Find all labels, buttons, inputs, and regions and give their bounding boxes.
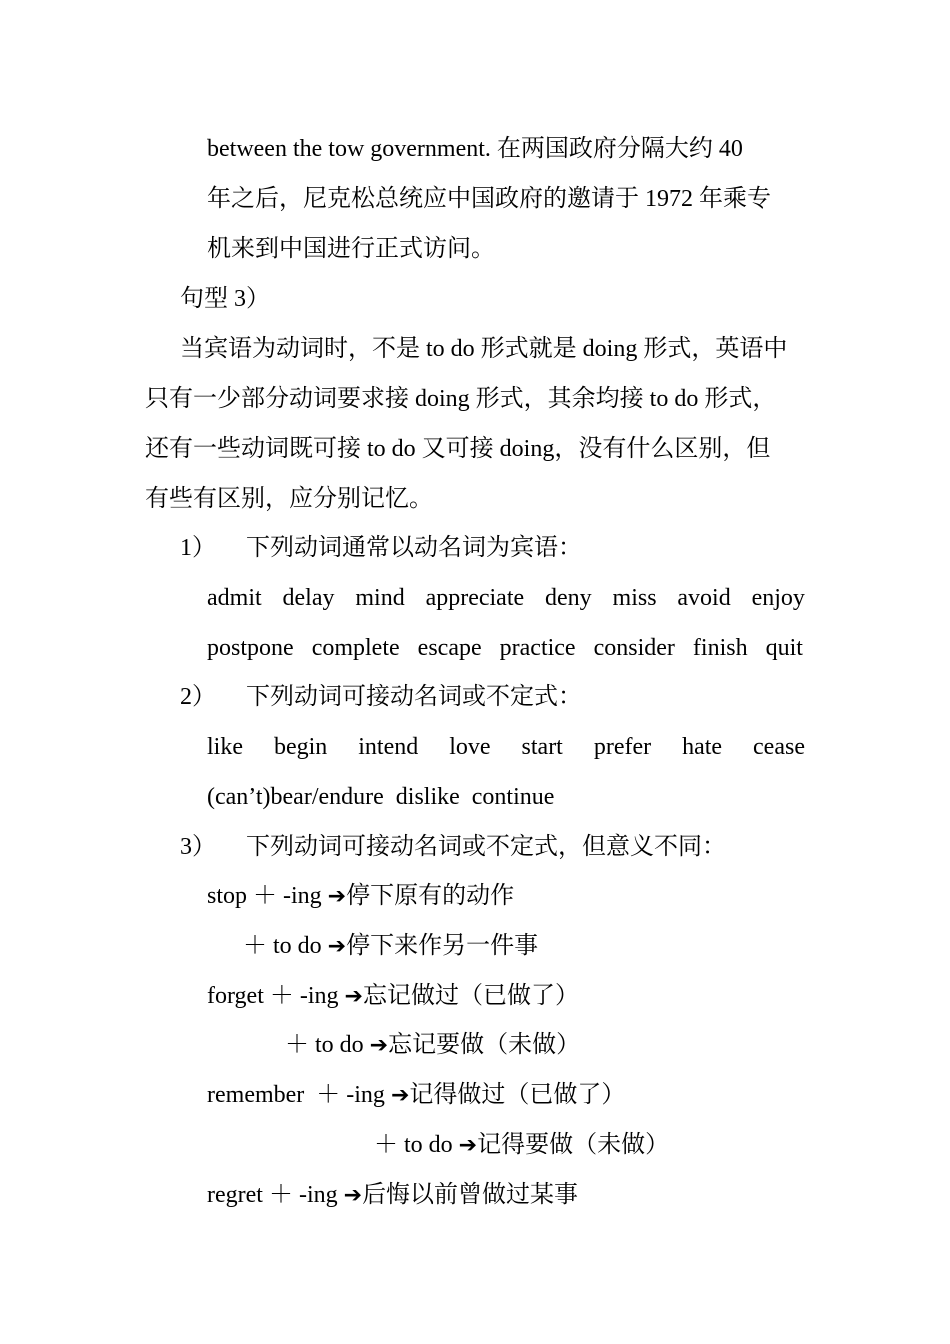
usage-meaning: 停下来作另一件事	[346, 933, 539, 959]
usage-regret-ing	[207, 1180, 578, 1211]
usage-prefix: ＋ to do	[243, 933, 328, 959]
verb-word: postpone	[207, 635, 294, 661]
paragraph2-line4: 有些有区别，应分别记忆。	[145, 486, 433, 512]
arrow-right-icon: ➔	[343, 1183, 363, 1208]
verb-word: consider	[593, 635, 675, 661]
verb-word: escape	[417, 635, 482, 661]
paragraph1-line2: 年之后，尼克松总统应中国政府的邀请于 1972 年乘专	[207, 186, 771, 212]
usage-meaning: 记得做过（已做了）	[409, 1082, 626, 1108]
verb-word: hate	[682, 734, 723, 760]
verb-word: avoid	[677, 585, 731, 611]
verb-list-gerund-line2	[207, 633, 803, 663]
paragraph2-line1: 当宾语为动词时，不是 to do 形式就是 doing 形式，英语中	[180, 336, 788, 362]
verb-word: intend	[358, 734, 419, 760]
verb-word: deny	[545, 585, 592, 611]
verb-word: prefer	[593, 734, 652, 760]
list-item-1-heading: 下列动词通常以动名词为宾语：	[246, 535, 582, 561]
list-item-3-number: 3）	[180, 834, 216, 860]
usage-remember-ing	[207, 1080, 625, 1111]
verb-word: practice	[499, 635, 576, 661]
verb-word: delay	[282, 585, 335, 611]
list-item-3-heading: 下列动词可接动名词或不定式，但意义不同：	[246, 834, 726, 860]
usage-meaning: 忘记要做（未做）	[388, 1032, 581, 1058]
verb-word: enjoy	[751, 585, 805, 611]
usage-prefix: ＋ to do	[374, 1132, 459, 1158]
arrow-right-icon: ➔	[369, 1033, 389, 1058]
arrow-right-icon: ➔	[344, 984, 363, 1009]
usage-stop-ing	[207, 881, 514, 912]
list-item-1-number: 1）	[180, 535, 216, 561]
usage-prefix: stop ＋ -ing	[207, 883, 328, 909]
usage-remember-to-do	[374, 1130, 669, 1161]
paragraph2-line3: 还有一些动词既可接 to do 又可接 doing，没有什么区别，但	[145, 436, 771, 462]
verb-word: miss	[612, 585, 657, 611]
usage-meaning: 忘记做过（已做了）	[362, 983, 579, 1009]
verb-list-gerund-line1	[207, 583, 805, 613]
verb-word: mind	[355, 585, 405, 611]
paragraph2-line2: 只有一少部分动词要求接 doing 形式，其余均接 to do 形式，	[145, 386, 777, 412]
arrow-right-icon: ➔	[327, 884, 347, 909]
verb-word: start	[521, 734, 563, 760]
usage-prefix: remember ＋ -ing	[207, 1082, 391, 1108]
list-item-2-number: 2）	[180, 684, 216, 710]
verb-word: cease	[753, 734, 805, 760]
usage-meaning: 后悔以前曾做过某事	[362, 1182, 579, 1208]
paragraph1-line1: between the tow government. 在两国政府分隔大约 40	[207, 136, 743, 162]
paragraph1-line3: 机来到中国进行正式访问。	[207, 236, 495, 262]
arrow-right-icon: ➔	[327, 934, 347, 959]
usage-prefix: forget ＋ -ing	[207, 983, 345, 1009]
verb-word: admit	[207, 585, 262, 611]
list-item-2-heading: 下列动词可接动名词或不定式：	[246, 684, 582, 710]
pattern-heading: 句型 3）	[180, 286, 270, 312]
verb-word: love	[449, 734, 491, 760]
arrow-right-icon: ➔	[458, 1133, 478, 1158]
verb-list-both-line1	[207, 732, 805, 762]
usage-forget-ing	[207, 981, 579, 1012]
verb-word: quit	[765, 635, 803, 661]
usage-forget-to-do	[285, 1030, 580, 1061]
verb-word: finish	[692, 635, 748, 661]
verb-word: like	[207, 734, 243, 760]
usage-meaning: 记得要做（未做）	[477, 1132, 670, 1158]
verb-list-both-line2-text: (can’t)bear/endure dislike continue	[207, 784, 555, 810]
verb-list-both-line2	[207, 782, 554, 812]
verb-word: complete	[311, 635, 400, 661]
verb-word: appreciate	[425, 585, 525, 611]
usage-stop-to-do	[243, 931, 538, 962]
verb-word: begin	[273, 734, 328, 760]
usage-prefix: ＋ to do	[285, 1032, 370, 1058]
usage-prefix: regret ＋ -ing	[207, 1182, 344, 1208]
usage-meaning: 停下原有的动作	[346, 883, 515, 909]
arrow-right-icon: ➔	[390, 1083, 410, 1108]
